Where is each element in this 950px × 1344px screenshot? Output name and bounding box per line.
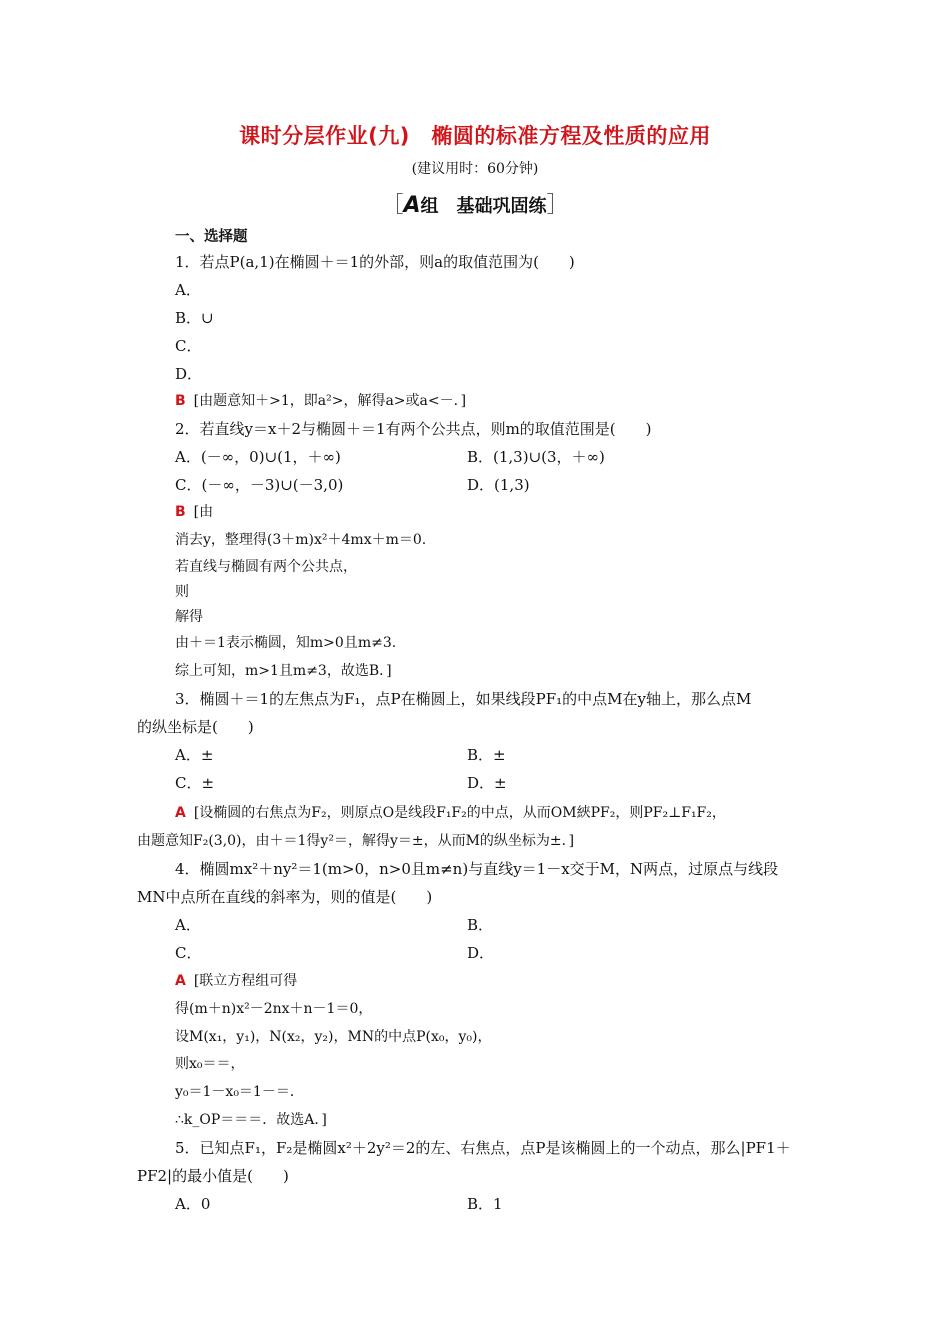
option-5a: A．0	[175, 1195, 211, 1213]
question-2: 2．若直线y＝x＋2与椭圆＋＝1有两个公共点，则m的取值范围是( )	[175, 420, 652, 438]
option-3b: B．±	[467, 746, 506, 764]
option-3d: D．±	[467, 774, 507, 792]
group-banner	[0, 188, 950, 219]
group-letter: A	[403, 193, 421, 218]
option-4c: C．	[175, 944, 202, 962]
bracket-right: ］	[546, 193, 569, 218]
question-4-cont: MN中点所在直线的斜率为，则的值是( )	[137, 888, 433, 906]
option-1d: D．	[175, 365, 203, 383]
solution-line: 由＋＝1表示椭圆，知m>0且m≠3.	[175, 635, 397, 651]
answer-text: [由	[193, 504, 214, 520]
section-heading: 一、选择题	[175, 229, 248, 245]
solution-line: y₀＝1－x₀＝1－＝．	[175, 1084, 304, 1100]
option-3a: A．±	[175, 746, 214, 764]
answer-letter: B	[175, 393, 186, 409]
answer-text: [联立方程组可得	[193, 973, 298, 989]
answer-4	[175, 971, 297, 991]
option-2b: B．(1,3)∪(3，＋∞)	[467, 448, 605, 466]
page-title: 课时分层作业(九) 椭圆的标准方程及性质的应用	[239, 124, 711, 148]
option-3c: C．±	[175, 774, 215, 792]
solution-line: 消去y，整理得(3＋m)x²＋4mx＋m＝0.	[175, 532, 427, 548]
option-2c: C．(－∞，－3)∪(－3,0)	[175, 476, 344, 494]
suggested-time: (建议用时：60分钟)	[411, 161, 539, 177]
solution-line: 得(m＋n)x²－2nx＋n－1＝0，	[175, 1001, 373, 1017]
option-1b: B．∪	[175, 309, 214, 327]
question-4: 4．椭圆mx²＋ny²＝1(m>0，n>0且m≠n)与直线y＝1－x交于M，N两点，过原点与线段	[175, 860, 779, 878]
solution-line: 则x₀＝＝，	[175, 1056, 245, 1072]
option-2a: A．(－∞，0)∪(1，＋∞)	[175, 448, 341, 466]
solution-line: 若直线与椭圆有两个公共点，	[175, 559, 357, 575]
question-3: 3．椭圆＋＝1的左焦点为F₁，点P在椭圆上，如果线段PF₁的中点M在y轴上，那么点M	[175, 690, 752, 708]
solution-line: 综上可知，m>1且m≠3，故选B．]	[175, 663, 392, 679]
solution-line: 则	[175, 584, 189, 600]
answer-letter: A	[175, 805, 186, 821]
answer-letter: A	[175, 973, 186, 989]
solution-line: ∴k_OP＝＝＝．故选A．]	[175, 1112, 327, 1128]
answer-3	[175, 803, 726, 823]
answer-1	[175, 391, 466, 411]
question-5: 5．已知点F₁，F₂是椭圆x²＋2y²＝2的左、右焦点，点P是该椭圆上的一个动点，那么|PF1＋	[175, 1139, 791, 1157]
option-1c: C．	[175, 337, 202, 355]
solution-line: 设M(x₁，y₁)，N(x₂，y₂)，MN的中点P(x₀，y₀)，	[175, 1029, 492, 1045]
bracket-left: ［	[381, 193, 404, 218]
answer-text: [由题意知＋>1，即a²>，解得a>或a<－．]	[193, 393, 467, 409]
option-4d: D．	[467, 944, 495, 962]
option-4a: A．	[175, 916, 201, 934]
question-3-cont: 的纵坐标是( )	[137, 718, 254, 736]
group-label: 组 基础巩固练	[420, 196, 547, 217]
solution-line: 解得	[175, 609, 203, 625]
question-5-cont: PF2|的最小值是( )	[137, 1167, 289, 1185]
option-5b: B．1	[467, 1195, 503, 1213]
option-2d: D．(1,3)	[467, 476, 530, 494]
answer-text: [设椭圆的右焦点为F₂，则原点O是线段F₁F₂的中点，从而OM綊PF₂，则PF₂⊥F₁F₂，	[193, 805, 726, 821]
answer-letter: B	[175, 504, 186, 520]
question-1: 1．若点P(a,1)在椭圆＋＝1的外部，则a的取值范围为( )	[175, 253, 575, 271]
option-4b: B．	[467, 916, 494, 934]
solution-line: 由题意知F₂(3,0)，由＋＝1得y²＝，解得y＝±，从而M的纵坐标为±．]	[137, 833, 575, 849]
answer-2	[175, 502, 213, 522]
option-1a: A．	[175, 281, 201, 299]
